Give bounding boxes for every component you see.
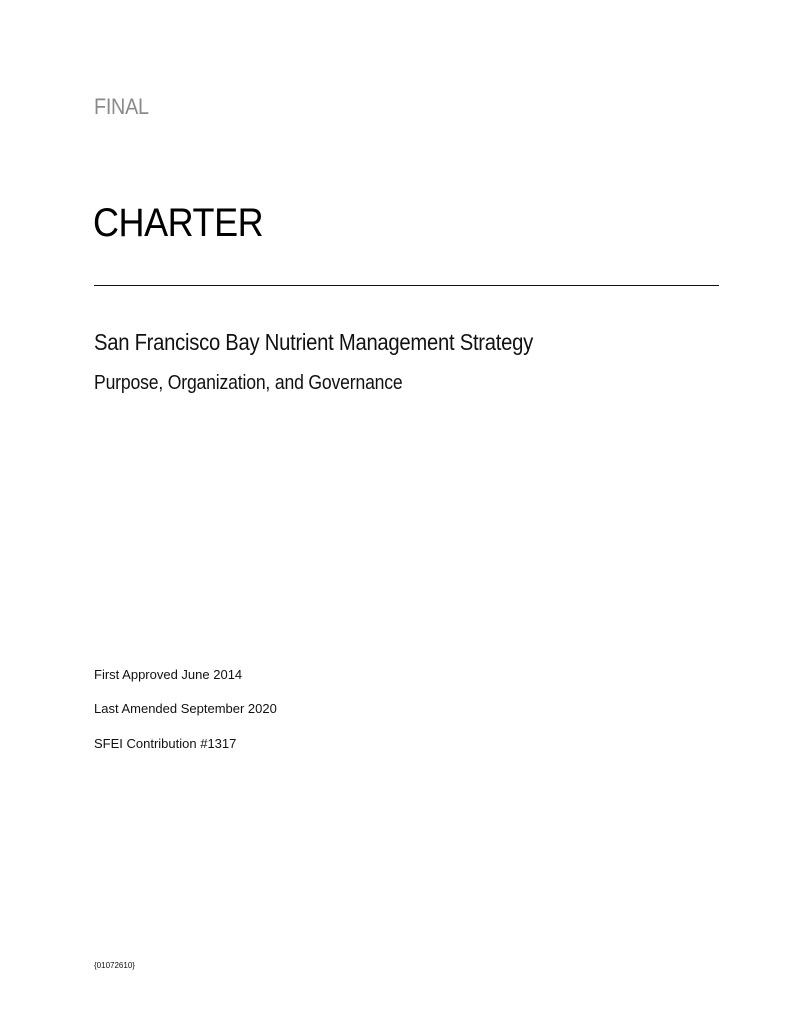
document-title: CHARTER xyxy=(93,201,264,245)
document-subsubtitle: Purpose, Organization, and Governance xyxy=(94,372,403,394)
document-subtitle: San Francisco Bay Nutrient Management Strategy xyxy=(94,329,533,355)
contribution-number: SFEI Contribution #1317 xyxy=(94,736,237,751)
first-approved-date: First Approved June 2014 xyxy=(94,667,243,682)
document-reference-id: {01072610} xyxy=(94,961,135,970)
document-status-label: FINAL xyxy=(94,94,149,119)
last-amended-date: Last Amended September 2020 xyxy=(94,701,277,716)
title-divider xyxy=(94,285,719,286)
